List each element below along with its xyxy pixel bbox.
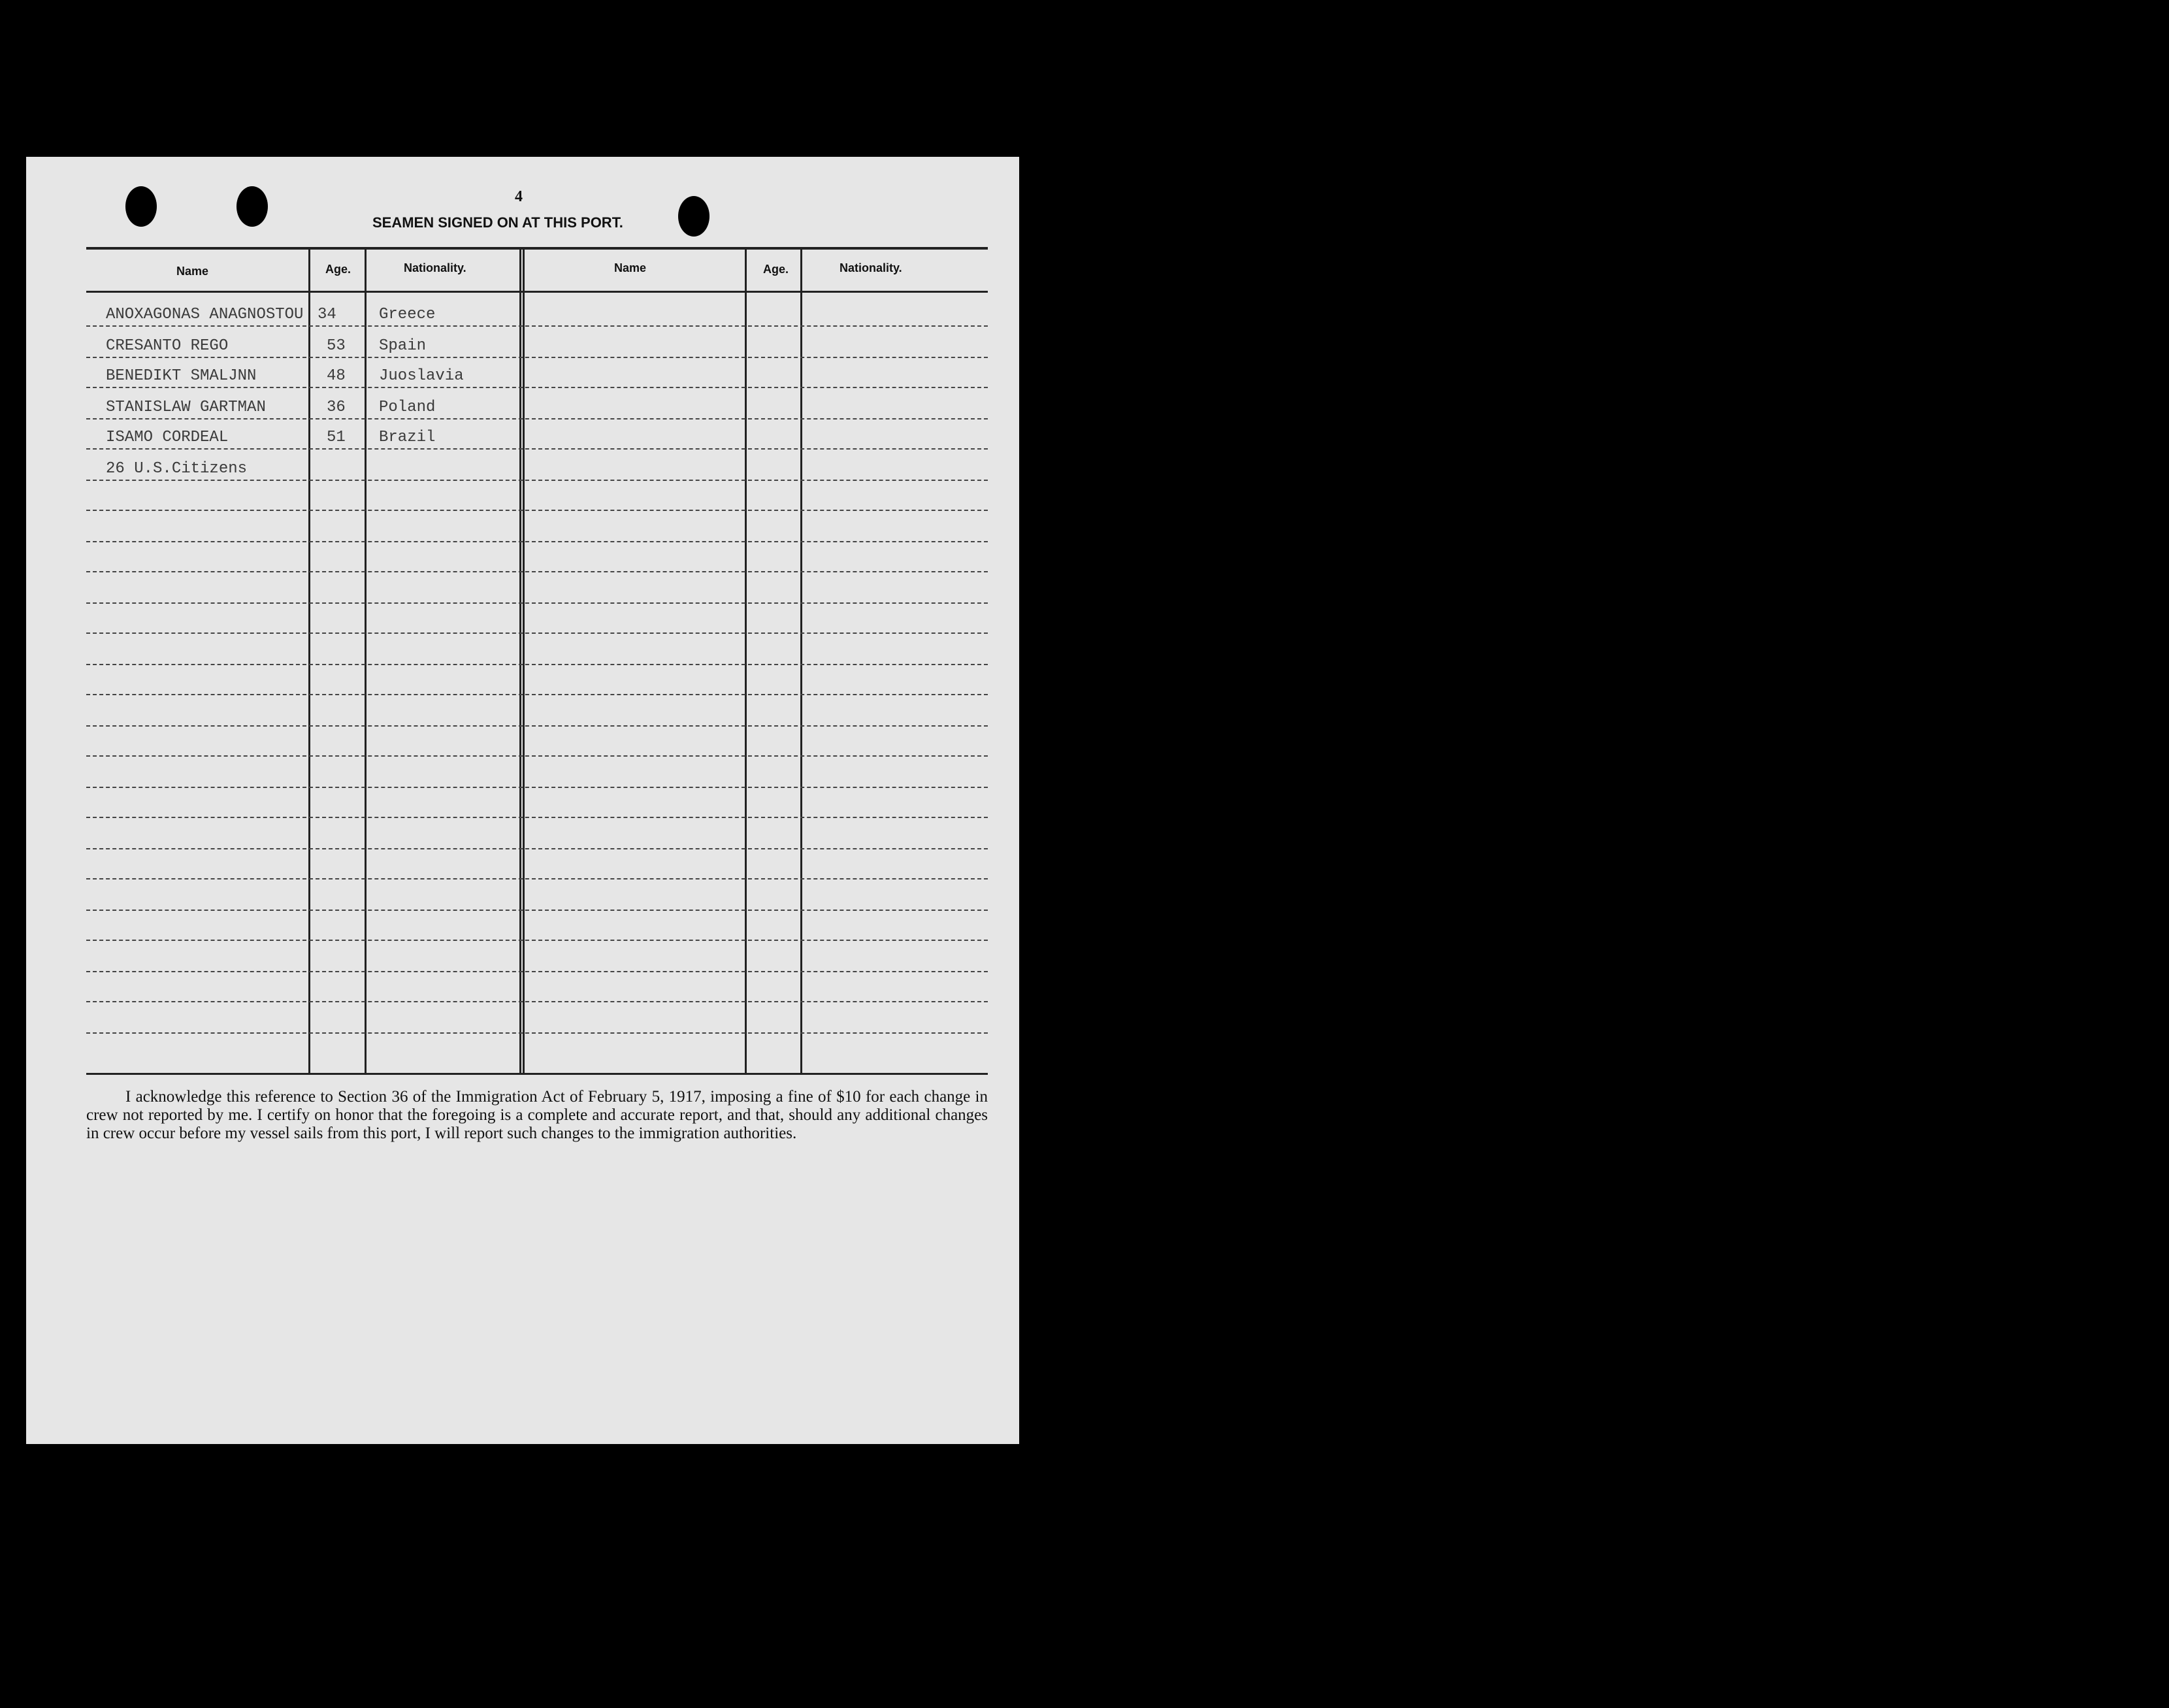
table-top-rule (86, 247, 988, 250)
row-rule (86, 541, 988, 542)
col-name-2: Name (614, 261, 647, 274)
row-rule (86, 602, 988, 604)
row-rule (86, 418, 988, 419)
row-rule (86, 817, 988, 818)
table-bottom-rule (86, 1073, 988, 1075)
seaman-age: 34 (318, 306, 336, 323)
seaman-nationality: Poland (379, 399, 436, 416)
punch-hole (678, 196, 709, 237)
row-rule (86, 848, 988, 849)
col-divider (745, 248, 747, 1075)
seaman-name: ANOXAGONAS ANAGNOSTOU (106, 306, 304, 323)
left-page (26, 157, 1019, 1444)
row-rule (86, 1032, 988, 1034)
row-rule (86, 357, 988, 358)
page-number: 4 (515, 188, 523, 205)
seaman-name: BENEDIKT SMALJNN (106, 367, 257, 385)
seaman-name: 26 U.S.Citizens (106, 460, 248, 478)
col-divider (308, 248, 310, 1075)
row-rule (86, 325, 988, 327)
acknowledgement-text: I acknowledge this reference to Section 36 of the Immigration Act of February 5, 1917, imposing a fine of $10 for each change in crew not reported by me. I certify on honor that the foregoing is a complete and accurate report, and that, should any additional changes in crew occur before my vessel sails from this port, I will report such changes to the immigration authorities. (86, 1088, 988, 1142)
seaman-nationality: Brazil (379, 429, 436, 446)
row-rule (86, 755, 988, 757)
seaman-name: ISAMO CORDEAL (106, 429, 229, 446)
row-rule (86, 448, 988, 450)
col-divider (365, 248, 367, 1075)
seaman-age: 53 (327, 337, 346, 355)
row-rule (86, 510, 988, 511)
row-rule (86, 571, 988, 572)
row-rule (86, 725, 988, 727)
col-age-2: Age. (763, 263, 789, 276)
seaman-nationality: Juoslavia (379, 367, 464, 385)
punch-hole (236, 186, 268, 227)
col-nationality-1: Nationality. (404, 261, 466, 274)
col-nationality-2: Nationality. (840, 261, 902, 274)
seaman-name: STANISLAW GARTMAN (106, 399, 266, 416)
seaman-name: CRESANTO REGO (106, 337, 229, 355)
row-rule (86, 971, 988, 972)
row-rule (86, 632, 988, 634)
seaman-nationality: Spain (379, 337, 427, 355)
seaman-age: 51 (327, 429, 346, 446)
row-rule (86, 878, 988, 879)
header-rule (86, 291, 988, 293)
row-rule (86, 940, 988, 941)
col-age-1: Age. (325, 263, 351, 276)
col-divider (519, 248, 521, 1075)
row-rule (86, 694, 988, 695)
col-divider (800, 248, 802, 1075)
col-divider (523, 248, 525, 1075)
row-rule (86, 787, 988, 788)
row-rule (86, 1001, 988, 1002)
seaman-age: 36 (327, 399, 346, 416)
row-rule (86, 664, 988, 665)
punch-hole (125, 186, 157, 227)
col-name-1: Name (176, 265, 209, 278)
seamen-signed-heading: SEAMEN SIGNED ON AT THIS PORT. (372, 214, 623, 231)
seaman-age: 48 (327, 367, 346, 385)
seaman-nationality: Greece (379, 306, 436, 323)
row-rule (86, 910, 988, 911)
row-rule (86, 387, 988, 388)
row-rule (86, 480, 988, 481)
